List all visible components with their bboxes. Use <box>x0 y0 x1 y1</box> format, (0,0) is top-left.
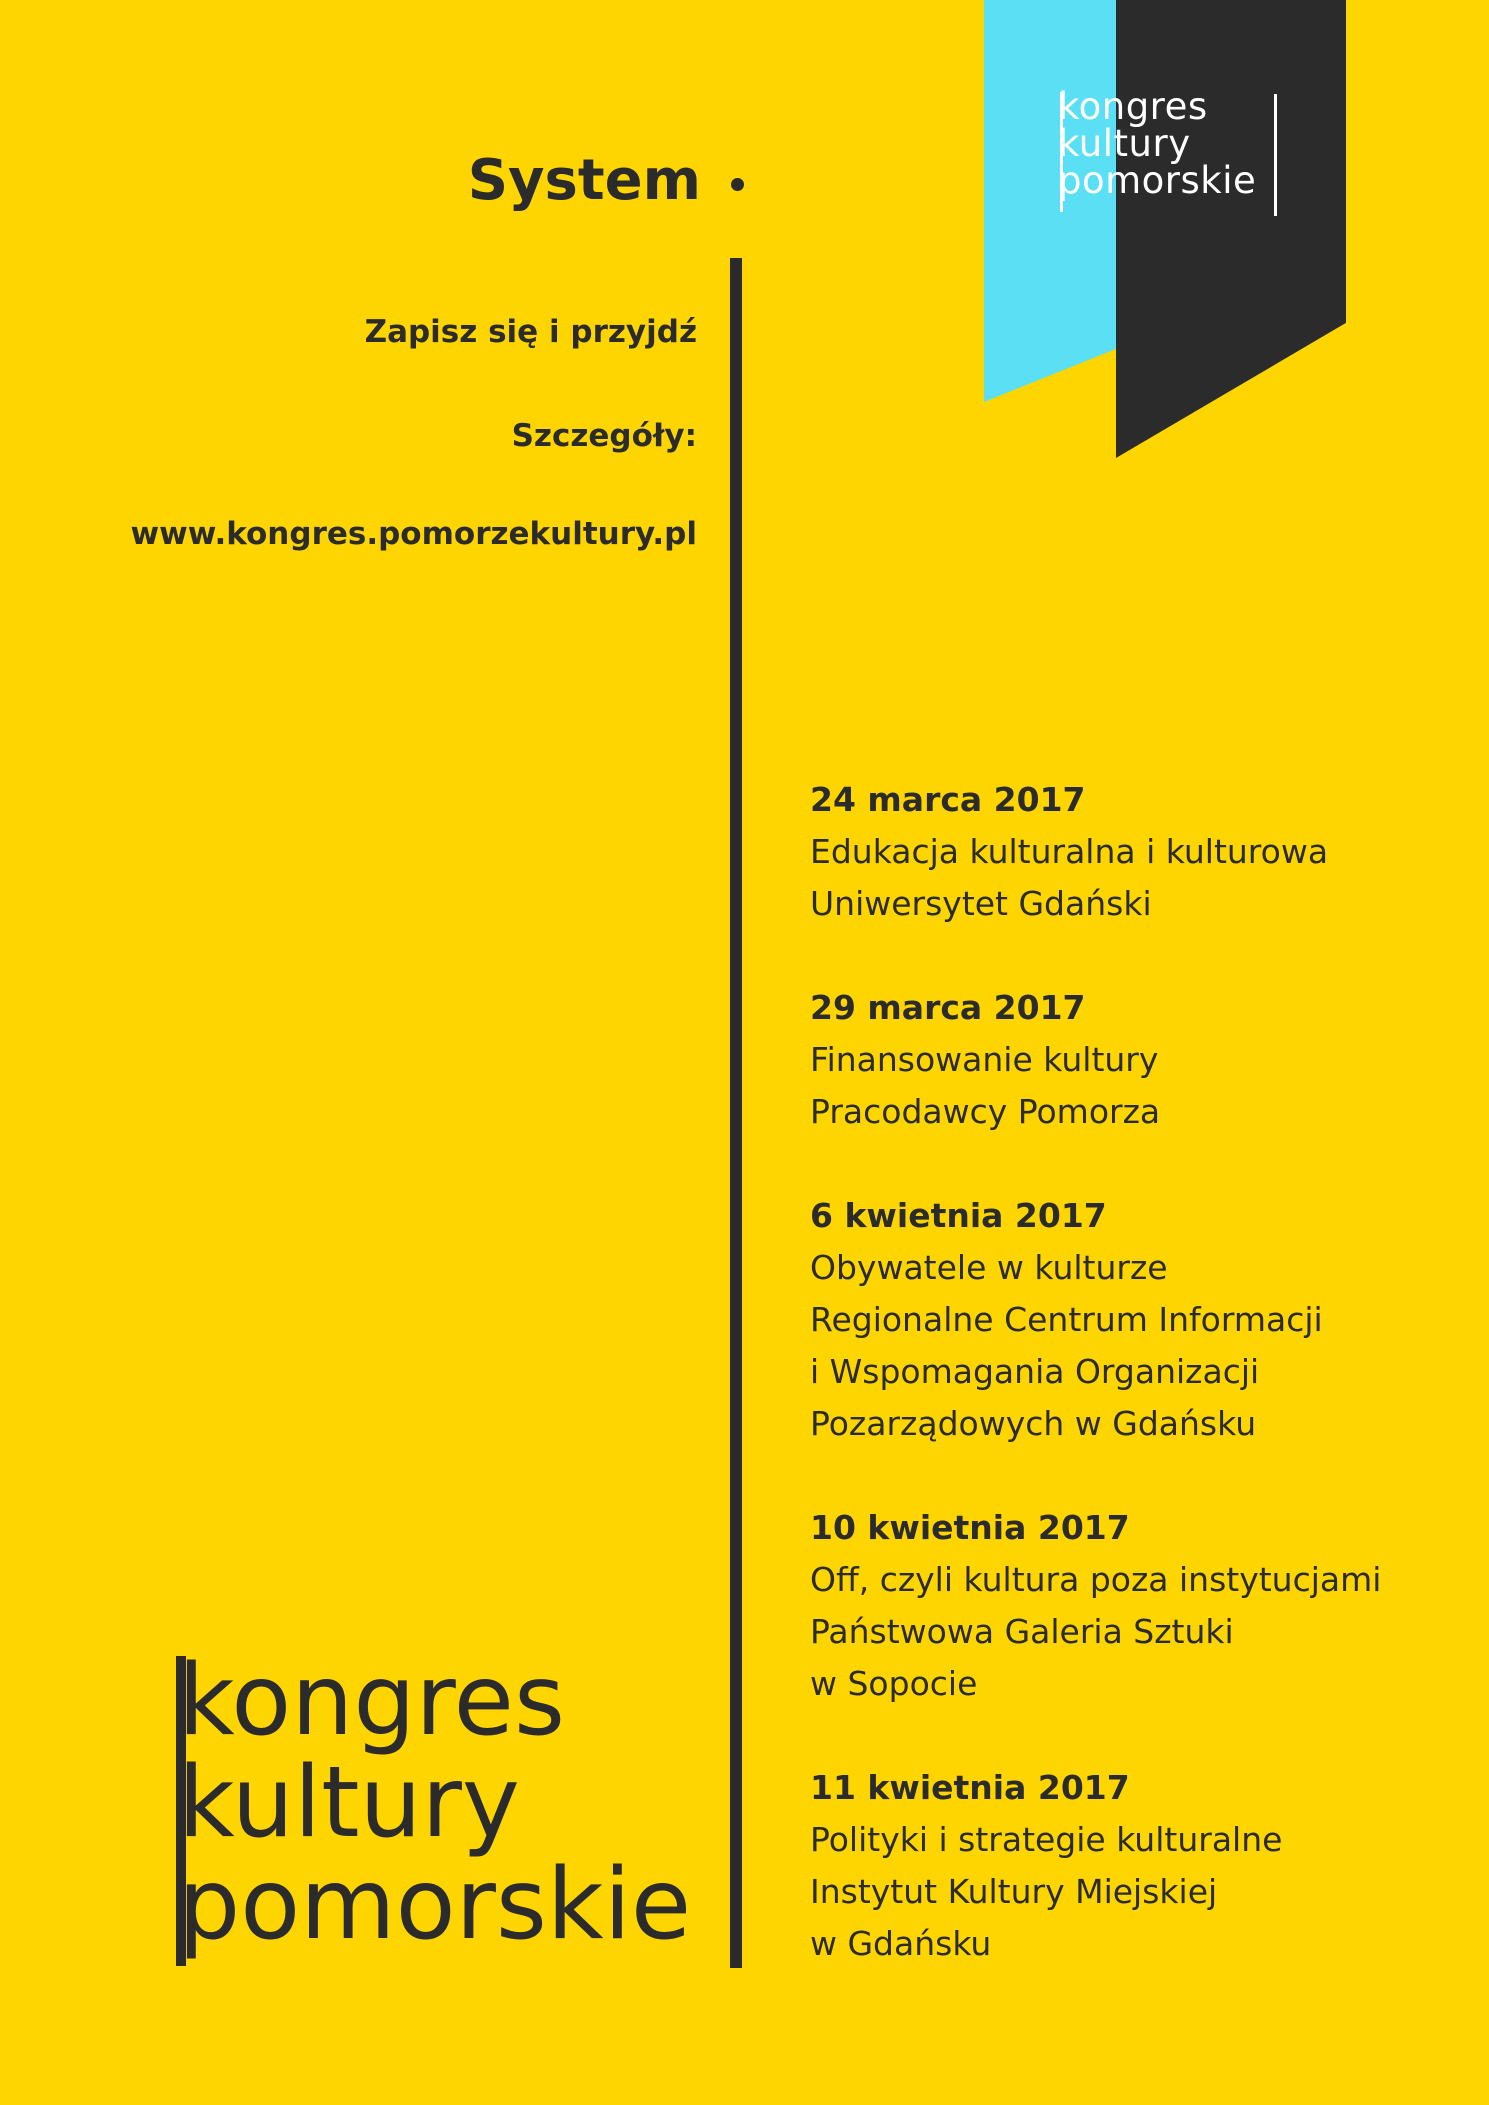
signup-text: Zapisz się i przyjdź <box>364 314 697 350</box>
event-venue: Pozarządowych w Gdańsku <box>810 1404 1257 1443</box>
logo-small <box>1058 85 1278 202</box>
event-venue: Instytut Kultury Miejskiej <box>810 1872 1218 1911</box>
website-link[interactable]: www.kongres.pomorzekultury.pl <box>130 516 697 552</box>
event-date: 24 marca 2017 <box>810 780 1086 819</box>
event-topic: Polityki i strategie kulturalne <box>810 1820 1283 1859</box>
event-venue: w Sopocie <box>810 1664 978 1703</box>
event-item <box>810 1190 1470 1450</box>
event-venue: Pracodawcy Pomorza <box>810 1092 1161 1131</box>
logo-big-line-3: pomorskie <box>178 1848 692 1962</box>
event-item <box>810 982 1470 1138</box>
event-venue: Regionalne Centrum Informacji <box>810 1300 1323 1339</box>
event-topic: Off, czyli kultura poza instytucjami <box>810 1560 1382 1599</box>
event-schedule <box>810 774 1470 2022</box>
event-venue: Państwowa Galeria Sztuki <box>810 1612 1234 1651</box>
logo-small-line-1: kongres <box>1058 85 1208 128</box>
event-date: 29 marca 2017 <box>810 988 1086 1027</box>
event-item <box>810 1762 1470 1970</box>
event-venue: i Wspomagania Organizacji <box>810 1352 1260 1391</box>
page-title: System <box>467 148 701 213</box>
event-topic: Edukacja kulturalna i kulturowa <box>810 832 1329 871</box>
logo-big-line-2: kultury <box>178 1746 520 1860</box>
logo-small-line-3: pomorskie <box>1058 159 1257 202</box>
logo-small-bar-right <box>1274 94 1277 216</box>
logo-small-line-2: kultury <box>1058 122 1191 165</box>
event-venue: Uniwersytet Gdański <box>810 884 1152 923</box>
ribbon-dark <box>1116 0 1346 458</box>
event-date: 11 kwietnia 2017 <box>810 1768 1130 1807</box>
logo-big-line-1: kongres <box>178 1644 566 1758</box>
event-date: 10 kwietnia 2017 <box>810 1508 1130 1547</box>
event-date: 6 kwietnia 2017 <box>810 1196 1107 1235</box>
event-item <box>810 774 1470 930</box>
event-venue: w Gdańsku <box>810 1924 992 1963</box>
event-topic: Finansowanie kultury <box>810 1040 1159 1079</box>
details-label: Szczegóły: <box>511 418 697 454</box>
divider-line <box>730 258 742 1968</box>
logo-big <box>178 1644 692 1962</box>
title-dot <box>731 178 744 191</box>
event-item <box>810 1502 1470 1710</box>
event-topic: Obywatele w kulturze <box>810 1248 1168 1287</box>
